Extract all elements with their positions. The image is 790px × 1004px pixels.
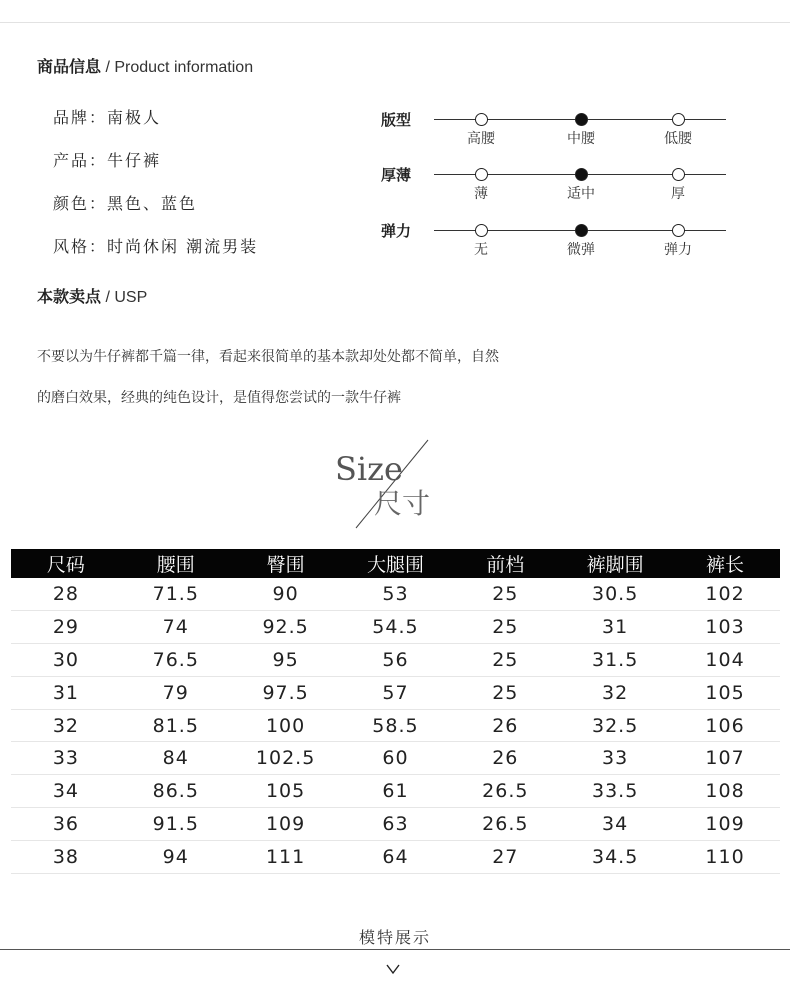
size-logo [330, 438, 440, 530]
info-label: 颜色： [53, 194, 108, 213]
info-row-product [53, 148, 258, 191]
table-cell: 104 [670, 644, 780, 677]
table-cell: 61 [341, 775, 451, 808]
table-cell: 105 [670, 676, 780, 709]
product-info-heading-zh: 商品信息 [37, 57, 102, 76]
size-logo-en: Size [335, 450, 403, 488]
table-cell: 27 [450, 840, 560, 873]
scale-dot-selected [575, 224, 588, 237]
column-header: 裤长 [670, 549, 780, 578]
table-cell: 31 [560, 611, 670, 644]
column-header: 腰围 [121, 549, 231, 578]
table-cell: 111 [231, 840, 341, 873]
thickness-scale [381, 164, 731, 214]
table-row [11, 676, 780, 709]
table-cell: 71.5 [121, 578, 231, 611]
table-cell: 97.5 [231, 676, 341, 709]
usp-description: 不要以为牛仔裤都千篇一律，看起来很简单的基本款却处处都不简单，自然的磨白效果，经典的纯色设计，是值得您尝试的一款牛仔裤 [37, 349, 499, 406]
info-value: 时尚休闲 潮流男装 [107, 237, 259, 256]
table-cell: 107 [670, 742, 780, 775]
table-cell: 91.5 [121, 808, 231, 841]
table-cell: 34 [11, 775, 121, 808]
table-cell: 30.5 [560, 578, 670, 611]
scale-option: 厚 [671, 186, 685, 202]
table-cell: 53 [341, 578, 451, 611]
info-label: 品牌： [53, 108, 108, 127]
table-cell: 56 [341, 644, 451, 677]
scale-dot [475, 168, 488, 181]
table-cell: 110 [670, 840, 780, 873]
fit-scale-label: 版型 [381, 111, 412, 129]
table-cell: 28 [11, 578, 121, 611]
table-cell: 32 [11, 709, 121, 742]
table-cell: 38 [11, 840, 121, 873]
scale-dot [672, 168, 685, 181]
table-cell: 106 [670, 709, 780, 742]
scale-dot-selected [575, 113, 588, 126]
table-cell: 105 [231, 775, 341, 808]
scale-dot [672, 224, 685, 237]
info-value: 南极人 [107, 108, 162, 127]
table-cell: 103 [670, 611, 780, 644]
table-cell: 26.5 [450, 808, 560, 841]
table-cell: 33 [11, 742, 121, 775]
scale-option: 无 [474, 242, 488, 258]
table-cell: 32.5 [560, 709, 670, 742]
scale-option: 薄 [474, 186, 488, 202]
table-cell: 26 [450, 709, 560, 742]
table-cell: 60 [341, 742, 451, 775]
bottom-divider [0, 949, 790, 950]
usp-heading [37, 284, 147, 307]
column-header: 裤脚围 [560, 549, 670, 578]
scale-dot-selected [575, 168, 588, 181]
thickness-scale-label: 厚薄 [381, 166, 412, 184]
table-row [11, 775, 780, 808]
size-table-header [11, 549, 780, 578]
size-logo-zh: 尺寸 [374, 487, 431, 520]
table-cell: 108 [670, 775, 780, 808]
info-value: 黑色、蓝色 [107, 194, 198, 213]
product-info-list [53, 105, 258, 277]
table-cell: 33.5 [560, 775, 670, 808]
table-cell: 26.5 [450, 775, 560, 808]
table-cell: 54.5 [341, 611, 451, 644]
table-cell: 25 [450, 644, 560, 677]
scale-option: 低腰 [664, 131, 692, 147]
info-label: 风格： [53, 237, 108, 256]
table-cell: 102 [670, 578, 780, 611]
table-cell: 25 [450, 676, 560, 709]
table-cell: 34 [560, 808, 670, 841]
table-row [11, 840, 780, 873]
usp-heading-en: / USP [101, 289, 148, 306]
table-cell: 79 [121, 676, 231, 709]
info-value: 牛仔裤 [107, 151, 162, 170]
table-cell: 30 [11, 644, 121, 677]
scale-dot [672, 113, 685, 126]
table-cell: 29 [11, 611, 121, 644]
scale-option: 弹力 [664, 242, 692, 258]
product-info-heading-en: / Product information [101, 59, 254, 76]
info-row-style [53, 234, 258, 277]
top-divider [0, 22, 790, 23]
table-cell: 90 [231, 578, 341, 611]
table-row [11, 611, 780, 644]
table-cell: 81.5 [121, 709, 231, 742]
fit-scale [381, 109, 731, 159]
info-row-brand [53, 105, 258, 148]
table-cell: 63 [341, 808, 451, 841]
table-cell: 57 [341, 676, 451, 709]
column-header: 前档 [450, 549, 560, 578]
table-cell: 58.5 [341, 709, 451, 742]
table-row [11, 709, 780, 742]
scale-dot [475, 224, 488, 237]
table-cell: 74 [121, 611, 231, 644]
column-header: 尺码 [11, 549, 121, 578]
table-cell: 100 [231, 709, 341, 742]
table-cell: 94 [121, 840, 231, 873]
table-row [11, 742, 780, 775]
table-cell: 92.5 [231, 611, 341, 644]
table-cell: 26 [450, 742, 560, 775]
scale-option: 适中 [567, 186, 595, 202]
column-header: 大腿围 [341, 549, 451, 578]
size-table [11, 549, 780, 874]
table-row [11, 808, 780, 841]
info-label: 产品： [53, 151, 108, 170]
product-info-heading [37, 54, 253, 77]
table-row [11, 578, 780, 611]
scale-option: 高腰 [467, 131, 495, 147]
table-cell: 33 [560, 742, 670, 775]
table-cell: 102.5 [231, 742, 341, 775]
table-cell: 25 [450, 578, 560, 611]
table-cell: 31 [11, 676, 121, 709]
table-row [11, 644, 780, 677]
table-cell: 64 [341, 840, 451, 873]
usp-heading-zh: 本款卖点 [37, 287, 102, 306]
model-display-title: 模特展示 [358, 928, 431, 947]
table-cell: 84 [121, 742, 231, 775]
stretch-scale [381, 220, 731, 270]
table-cell: 109 [670, 808, 780, 841]
chevron-down-icon [385, 961, 401, 977]
table-cell: 95 [231, 644, 341, 677]
scale-option: 中腰 [567, 131, 595, 147]
info-row-color [53, 191, 258, 234]
table-cell: 34.5 [560, 840, 670, 873]
scale-dot [475, 113, 488, 126]
table-cell: 76.5 [121, 644, 231, 677]
table-cell: 31.5 [560, 644, 670, 677]
table-cell: 25 [450, 611, 560, 644]
table-cell: 86.5 [121, 775, 231, 808]
table-cell: 109 [231, 808, 341, 841]
column-header: 臀围 [231, 549, 341, 578]
table-cell: 36 [11, 808, 121, 841]
stretch-scale-label: 弹力 [381, 222, 412, 240]
scale-option: 微弹 [567, 242, 595, 258]
table-cell: 32 [560, 676, 670, 709]
